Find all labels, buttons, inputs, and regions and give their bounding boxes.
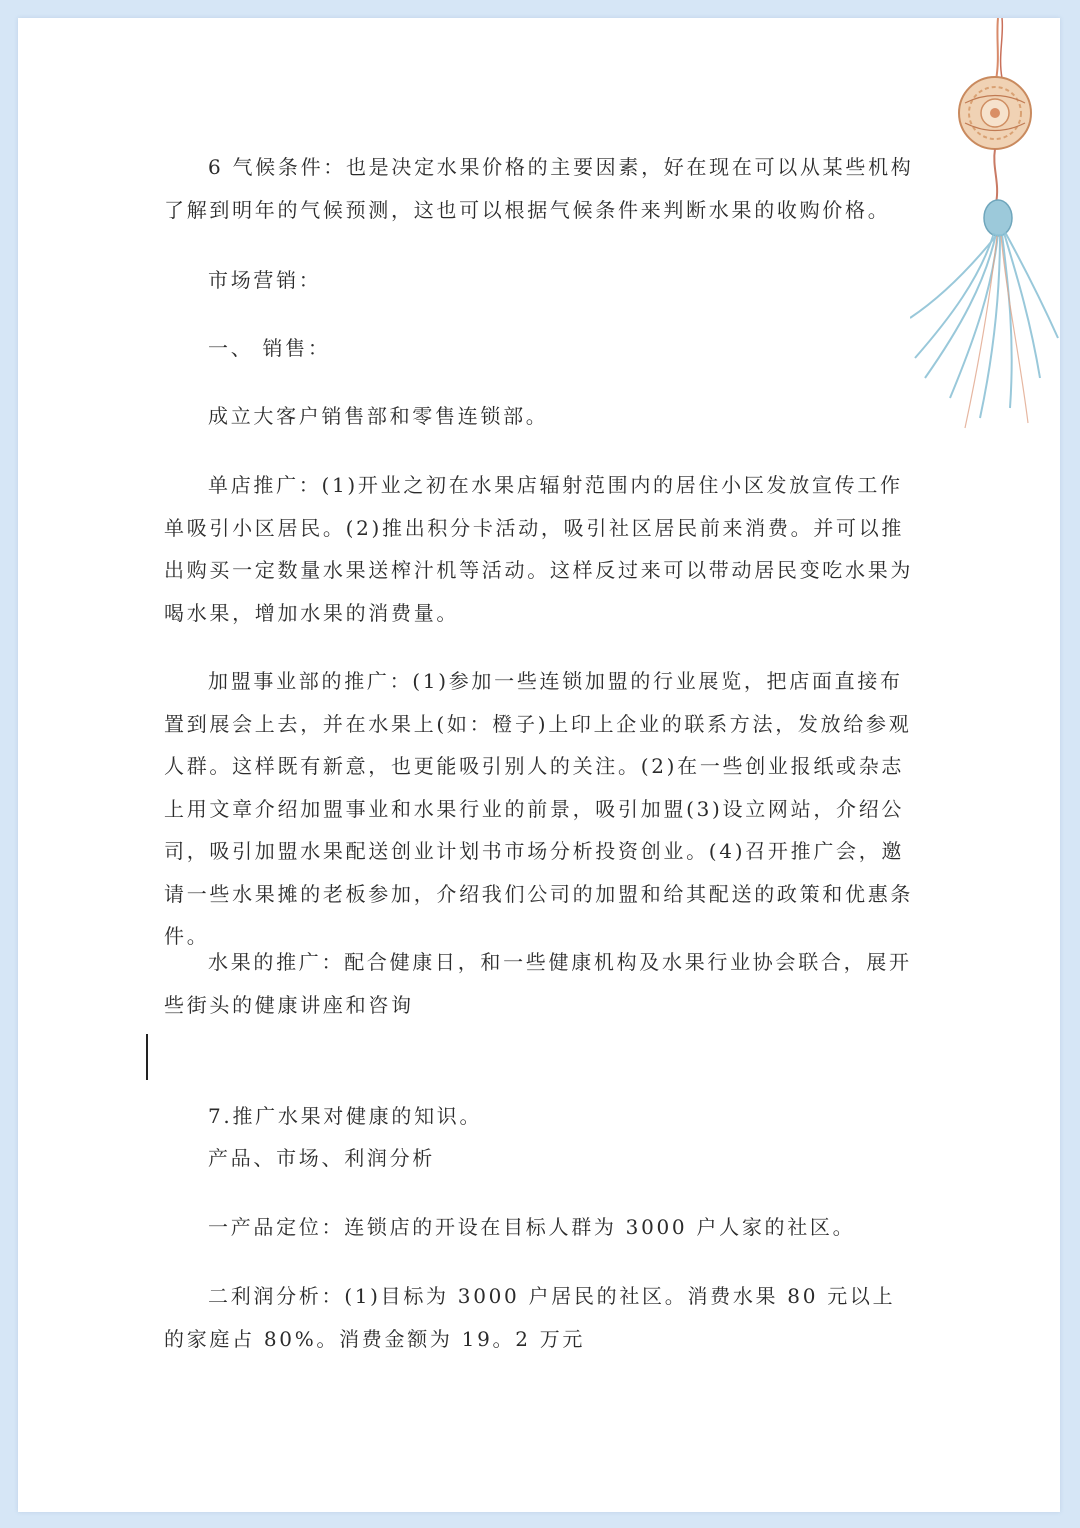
paragraph-climate: 6 气候条件：也是决定水果价格的主要因素，好在现在可以从某些机构了解到明年的气候预测，这也可以根据气候条件来判断水果的收购价格。 (164, 155, 914, 222)
paragraph-health-knowledge: 7.推广水果对健康的知识。 (208, 1104, 483, 1128)
text-cursor (146, 1034, 148, 1080)
paragraph-profit: 二利润分析：(1)目标为 3000 户居民的社区。消费水果 80 元以上的家庭占 80%。消费金额为 19。2 万元 (164, 1284, 896, 1351)
document-page (18, 18, 1060, 1512)
paragraph-fruit-promotion: 水果的推广：配合健康日，和一些健康机构及水果行业协会联合，展开些街头的健康讲座和咨询 (164, 950, 912, 1017)
tassel-ornament-icon (910, 18, 1060, 438)
paragraph-single-store: 单店推广：(1)开业之初在水果店辐射范围内的居住小区发放宣传工作单吸引小区居民。(2)推出积分卡活动，吸引社区居民前来消费。并可以推出购买一定数量水果送榨汁机等活动。这样反过来可以带动居民变吃水果为喝水果，增加水果的消费量。 (164, 473, 914, 625)
paragraph-sales-heading: 一、 销售： (208, 336, 331, 360)
paragraph-departments: 成立大客户销售部和零售连锁部。 (208, 404, 549, 428)
paragraph-franchise: 加盟事业部的推广：(1)参加一些连锁加盟的行业展览，把店面直接布置到展会上去，并在水果上(如：橙子)上印上企业的联系方法，发放给参观人群。这样既有新意，也更能吸引别人的关注。(2)在一些创业报纸或杂志上用文章介绍加盟事业和水果行业的前景，吸引加盟(3)设立网站，介绍公司，吸引加盟水果配送创业计划书市场分析投资创业。(4)召开推广会，邀请一些水果摊的老板参加，介绍我们公司的加盟和给其配送的政策和优惠条件。 (164, 669, 914, 948)
paragraph-marketing: 市场营销： (208, 268, 322, 292)
paragraph-positioning: 一产品定位：连锁店的开设在目标人群为 3000 户人家的社区。 (208, 1215, 856, 1239)
paragraph-analysis-heading: 产品、市场、利润分析 (208, 1146, 435, 1170)
